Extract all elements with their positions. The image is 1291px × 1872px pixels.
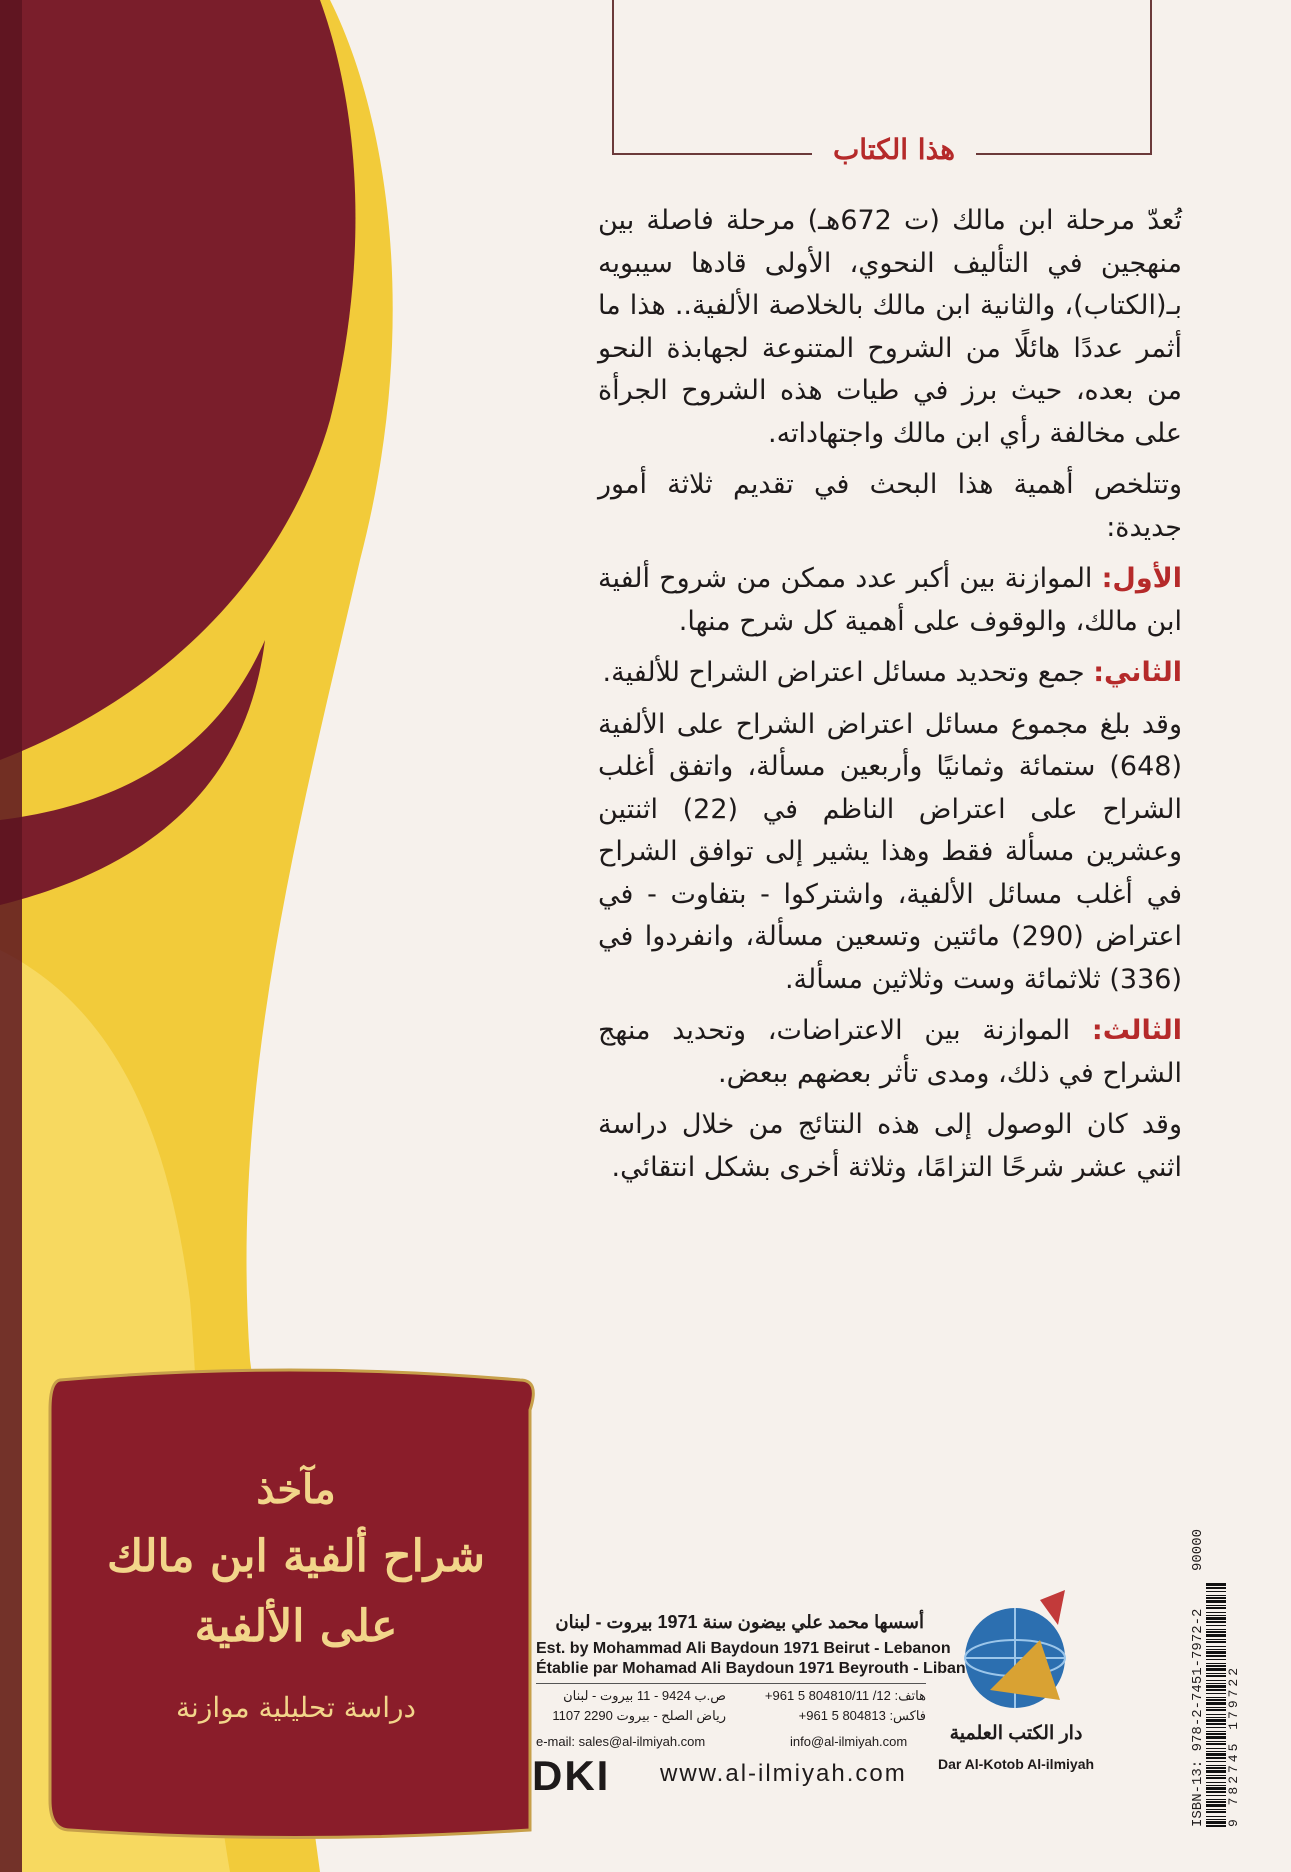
paragraph-3: وقد بلغ مجموع مسائل اعتراض الشراح على الألفية (648) ستمائة وثمانيًا وأربعين مسألة، واتفق أغلب الشراح على اعتراض الناظم في (22) اثنتين وعشرين مسألة فقط وهذا يشير إلى توافق الشراح في أغلب مسائل الألفية، واشتركوا - بتفاوت - في اعتراض (290) مائتين وتسعين مسألة، وانفردوا في (336) ثلاثمائة وست وثلاثين مسألة. — [598, 708, 1182, 995]
publisher-email-info: info@al-ilmiyah.com — [790, 1734, 908, 1749]
barcode-bar — [1206, 1795, 1226, 1796]
barcode-bar — [1206, 1791, 1226, 1793]
barcode-bar — [1206, 1629, 1226, 1630]
barcode-bar — [1206, 1741, 1226, 1742]
barcode-bar — [1206, 1651, 1226, 1654]
barcode-bar — [1206, 1757, 1226, 1759]
barcode-bar — [1206, 1665, 1226, 1667]
title-line-1: مآخذ — [256, 1466, 336, 1513]
barcode-bar — [1206, 1668, 1226, 1671]
barcode-bar — [1206, 1799, 1226, 1800]
barcode-bar — [1206, 1816, 1226, 1817]
barcode-bar — [1206, 1787, 1226, 1790]
title-line-2: شراح ألفية ابن مالك — [107, 1531, 485, 1582]
barcode-bar — [1206, 1699, 1226, 1701]
barcode-bar — [1206, 1655, 1226, 1657]
barcode-bar — [1206, 1709, 1226, 1711]
barcode-bar — [1206, 1736, 1226, 1739]
barcode-bar — [1206, 1785, 1226, 1786]
barcode-bar — [1206, 1693, 1226, 1694]
barcode-bar — [1206, 1663, 1226, 1664]
barcode-bar — [1206, 1607, 1226, 1609]
barcode-bar — [1206, 1765, 1226, 1766]
barcode-bar — [1206, 1782, 1226, 1783]
publisher-pobox: ص.ب 9424 - 11 بيروت - لبنان — [563, 1688, 726, 1703]
barcode-bar — [1206, 1723, 1226, 1725]
barcode-bar — [1206, 1587, 1226, 1589]
barcode-bar — [1206, 1804, 1226, 1807]
barcode-bar — [1206, 1748, 1226, 1749]
barcode-bar — [1206, 1615, 1226, 1616]
paragraph-1: تُعدّ مرحلة ابن مالك (ت 672هـ) مرحلة فاصلة بين منهجين في التأليف النحوي، الأولى قادها سيبويه بـ(الكتاب)، والثانية ابن مالك بالخلاصة الألفية.. هذا ما أثمر عددًا هائلًا من الشروح المتنوعة لجهابذة النحو من بعده، حيث برز في طيات هذه الشروح الجرأة على مخالفة رأي ابن مالك واجتهاداته. — [598, 205, 1183, 449]
barcode-bar — [1206, 1809, 1226, 1810]
barcode-bar — [1206, 1689, 1226, 1691]
point-1-label: الأول: — [1101, 563, 1182, 594]
publisher-name-ar: دار الكتب العلمية — [949, 1723, 1083, 1744]
publisher-name-en: Dar Al-Kotob Al-ilmiyah — [937, 1756, 1095, 1772]
barcode-bar — [1206, 1702, 1226, 1705]
publisher-riad: رياض الصلح - بيروت 2290 1107 — [552, 1708, 726, 1723]
barcode-bar — [1206, 1821, 1226, 1824]
publisher-divider — [536, 1683, 926, 1684]
publisher-website: www.al-ilmiyah.com — [660, 1760, 907, 1787]
barcode-bar — [1206, 1714, 1226, 1715]
isbn-barcode — [1188, 1467, 1240, 1829]
barcode-bar — [1206, 1639, 1226, 1640]
point-3-label: الثالث: — [1091, 1015, 1182, 1046]
barcode-bar — [1206, 1597, 1226, 1599]
publisher-tel: هاتف: 12/ 804810/11 5 961+ — [764, 1688, 926, 1703]
barcode-bar — [1206, 1751, 1226, 1752]
barcode-bar — [1206, 1583, 1226, 1586]
title-line-3: على الألفية — [194, 1601, 398, 1652]
barcode-bar — [1206, 1591, 1226, 1592]
barcode-bars — [1206, 1579, 1226, 1829]
barcode-bar — [1206, 1641, 1226, 1643]
barcode-bar — [1206, 1825, 1226, 1827]
barcode-bar — [1206, 1605, 1226, 1606]
point-1-text: الموازنة بين أكبر عدد ممكن من شروح ألفية ابن مالك، والوقوف على أهمية كل شرح منها. — [598, 563, 1182, 637]
barcode-bar — [1206, 1625, 1226, 1626]
barcode-bar — [1206, 1767, 1226, 1769]
barcode-bar — [1206, 1753, 1226, 1756]
isbn-digits: 9 782745 179722 — [1226, 1664, 1241, 1827]
barcode-bar — [1206, 1743, 1226, 1745]
isbn-price-code: 90000 — [1190, 1528, 1206, 1571]
barcode-bar — [1206, 1621, 1226, 1623]
point-3 — [598, 1010, 1182, 1095]
publisher-est-fr: Établie par Mohamad Ali Baydoun 1971 Beyrouth - Liban — [536, 1660, 966, 1677]
barcode-bar — [1206, 1775, 1226, 1776]
barcode-bar — [1206, 1600, 1226, 1603]
blurb-text — [598, 200, 1182, 1198]
barcode-bar — [1206, 1631, 1226, 1633]
section-heading: هذا الكتاب — [812, 128, 976, 172]
barcode-bar — [1206, 1819, 1226, 1820]
barcode-bar — [1206, 1717, 1226, 1718]
dki-logo: DKI — [532, 1752, 611, 1799]
barcode-bar — [1206, 1733, 1226, 1735]
book-subtitle: دراسة تحليلية موازنة — [176, 1691, 416, 1724]
barcode-bar — [1206, 1649, 1226, 1650]
barcode-bar — [1206, 1634, 1226, 1637]
barcode-bar — [1206, 1697, 1226, 1698]
point-1 — [598, 558, 1182, 643]
barcode-bar — [1206, 1680, 1226, 1681]
point-3-text: الموازنة بين الاعتراضات، وتحديد منهج الشراح في ذلك، ومدى تأثر بعضهم ببعض. — [598, 1015, 1182, 1089]
barcode-bar — [1206, 1659, 1226, 1660]
book-title-block — [96, 1460, 496, 1780]
isbn-label: ISBN-13: 978-2-7451-7972-2 — [1190, 1608, 1206, 1827]
point-2 — [598, 652, 1182, 695]
barcode-bar — [1206, 1617, 1226, 1620]
barcode-bar — [1206, 1646, 1226, 1647]
barcode-bar — [1206, 1731, 1226, 1732]
paragraph-2: وتتلخص أهمية هذا البحث في تقديم ثلاثة أمور جديدة: — [598, 469, 1182, 543]
publisher-founded-ar: أسسها محمد علي بيضون سنة 1971 بيروت - لبنان — [555, 1612, 924, 1632]
barcode-bar — [1206, 1685, 1226, 1688]
barcode-bar — [1206, 1707, 1226, 1708]
barcode-bar — [1206, 1595, 1226, 1596]
barcode-bar — [1206, 1801, 1226, 1803]
barcode-bar — [1206, 1683, 1226, 1684]
barcode-bar — [1206, 1777, 1226, 1779]
barcode-bar — [1206, 1811, 1226, 1813]
barcode-bar — [1206, 1675, 1226, 1677]
barcode-bar — [1206, 1719, 1226, 1722]
publisher-fax: فاكس: 804813 5 961+ — [798, 1708, 926, 1723]
publisher-est-en: Est. by Mohammad Ali Baydoun 1971 Beirut - Lebanon — [536, 1640, 951, 1657]
point-2-label: الثاني: — [1093, 657, 1182, 688]
barcode-bar — [1206, 1673, 1226, 1674]
barcode-bar — [1206, 1612, 1226, 1613]
barcode-bar — [1206, 1770, 1226, 1773]
barcode-bar — [1206, 1761, 1226, 1762]
paragraph-4: وقد كان الوصول إلى هذه النتائج من خلال دراسة اثني عشر شرحًا التزامًا، وثلاثة أخرى بشكل انتقائي. — [598, 1109, 1182, 1183]
publisher-email-sales: e-mail: sales@al-ilmiyah.com — [536, 1734, 706, 1749]
point-2-text: جمع وتحديد مسائل اعتراض الشراح للألفية. — [602, 657, 1085, 688]
barcode-bar — [1206, 1727, 1226, 1728]
